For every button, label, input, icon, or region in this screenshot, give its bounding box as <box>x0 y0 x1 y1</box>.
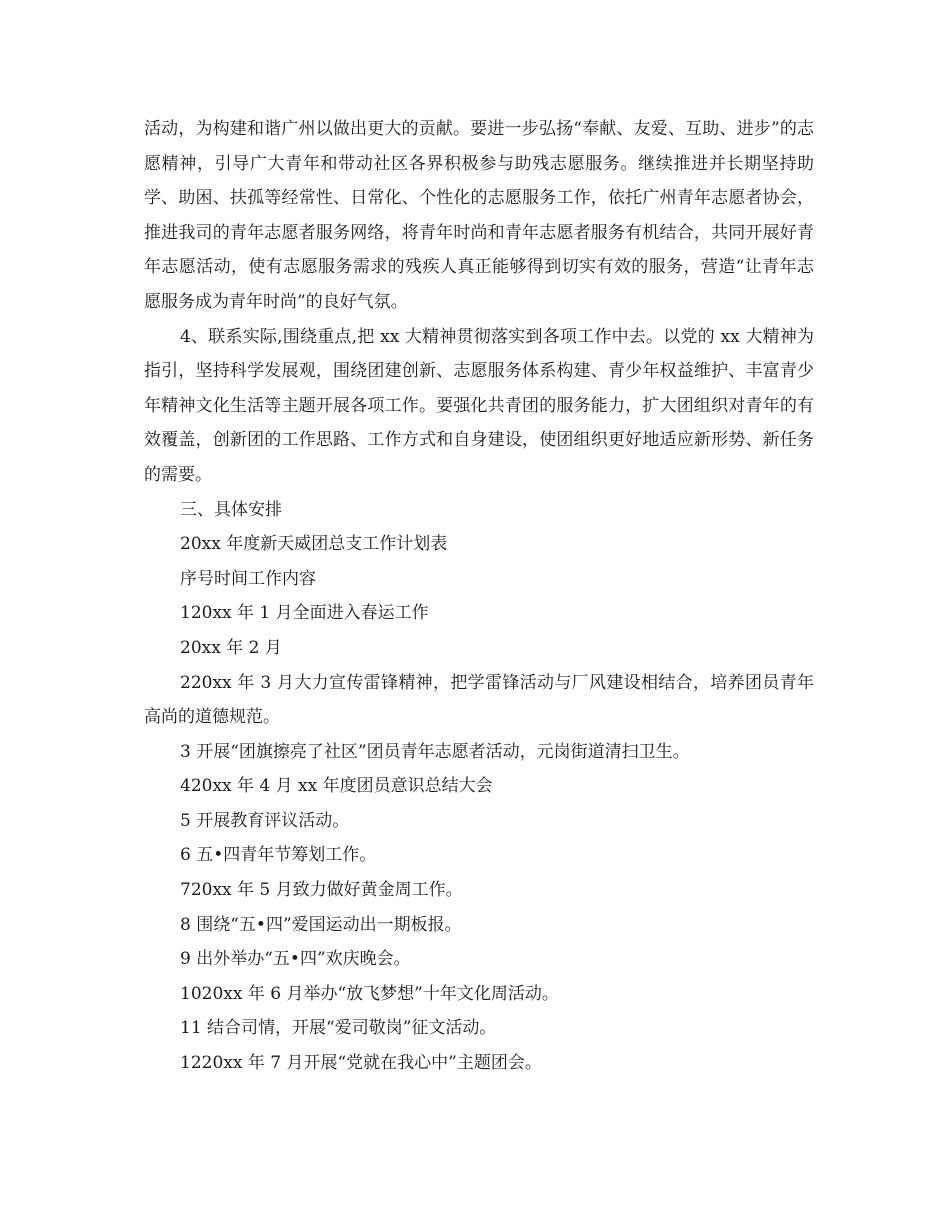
paragraph-point-4: 4、联系实际,围绕重点,把 xx 大精神贯彻落实到各项工作中去。以党的 xx 大精神为指引，坚持科学发展观，围绕团建创新、志愿服务体系构建、青少年权益维护、丰富青少年精神文化生活等主题开展各项工作。要强化共青团的服务能力，扩大团组织对青年的有效覆盖，创新团的工作思路、工作方式和自身建设，使团组织更好地适应新形势、新任务的需要。 <box>144 326 814 485</box>
document-body <box>144 112 814 1081</box>
plan-row: 720xx 年 5 月致力做好黄金周工作。 <box>180 880 463 901</box>
paragraph-volunteer-continuation: 活动，为构建和谐广州以做出更大的贡献。要进一步弘扬“奉献、友爱、互助、进步”的志愿精神，引导广大青年和带动社区各界积极参与助残志愿服务。继续推进并长期坚持助学、助困、扶孤等经常性、日常化、个性化的志愿服务工作，依托广州青年志愿者协会，推进我司的青年志愿者服务网络，将青年时尚和青年志愿者服务有机结合，共同开展好青年志愿活动，使有志愿服务需求的残疾人真正能够得到切实有效的服务，营造“让青年志愿服务成为青年时尚”的良好气氛。 <box>144 119 814 312</box>
plan-row: 3 开展“团旗擦亮了社区”团员青年志愿者活动，元岗街道清扫卫生。 <box>180 741 690 762</box>
plan-row: 11 结合司情，开展“爱司敬岗”征文活动。 <box>180 1018 497 1039</box>
plan-row: 8 围绕“五•四”爱国运动出一期板报。 <box>180 914 462 935</box>
plan-row: 1220xx 年 7 月开展“党就在我心中”主题团会。 <box>180 1053 542 1074</box>
plan-table-header: 序号时间工作内容 <box>180 568 316 589</box>
plan-row: 420xx 年 4 月 xx 年度团员意识总结大会 <box>180 776 493 797</box>
plan-row: 5 开展教育评议活动。 <box>180 810 350 831</box>
section-heading-arrangement: 三、具体安排 <box>180 499 282 520</box>
plan-row: 120xx 年 1 月全面进入春运工作 <box>180 603 429 624</box>
plan-table-title: 20xx 年度新天威团总支工作计划表 <box>180 534 448 555</box>
plan-row: 20xx 年 2 月 <box>180 637 282 658</box>
plan-row: 6 五•四青年节筹划工作。 <box>180 845 377 866</box>
plan-row: 1020xx 年 6 月举办“放飞梦想”十年文化周活动。 <box>180 983 559 1004</box>
plan-row: 220xx 年 3 月大力宣传雷锋精神，把学雷锋活动与厂风建设相结合，培养团员青年高尚的道德规范。 <box>144 672 814 728</box>
plan-row: 9 出外举办“五•四”欢庆晚会。 <box>180 949 411 970</box>
